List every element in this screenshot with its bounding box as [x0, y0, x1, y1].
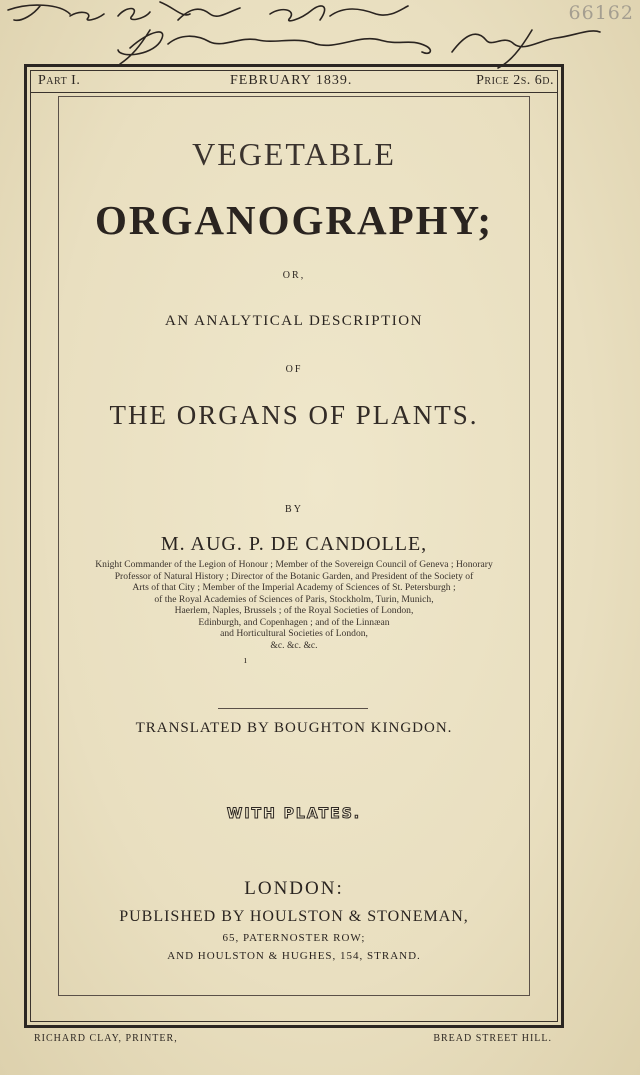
imprint-address-2: AND HOULSTON & HUGHES, 154, STRAND.: [167, 950, 421, 962]
title-organs-of-plants: THE ORGANS OF PLANTS.: [109, 400, 479, 430]
translator-rule: [218, 708, 368, 709]
issue-date: FEBRUARY 1839.: [230, 73, 353, 88]
price: Price 2s. 6d.: [476, 73, 554, 88]
title-analytical-description: AN ANALYTICAL DESCRIPTION: [165, 313, 423, 329]
credential-line: Knight Commander of the Legion of Honour ; Member of the Sovereign Council of Geneva ; Honorary: [95, 559, 493, 570]
footer-rule: [24, 1026, 564, 1028]
ink-mark: ı: [244, 655, 247, 666]
title-vegetable: VEGETABLE: [192, 136, 396, 172]
credential-line: and Horticultural Societies of London,: [220, 628, 368, 639]
printer-credit: RICHARD CLAY, PRINTER,: [34, 1033, 178, 1044]
translator-credit: TRANSLATED BY BOUGHTON KINGDON.: [135, 720, 453, 736]
credential-line: Arts of that City ; Member of the Imperial Academy of Sciences of St. Petersburgh ;: [132, 582, 456, 593]
with-plates: WITH PLATES.: [226, 806, 362, 822]
credential-line: Haerlem, Naples, Brussels ; of the Royal Societies of London,: [174, 605, 414, 616]
credential-line: Professor of Natural History ; Director of the Botanic Garden, and President of the Society of: [114, 570, 474, 582]
part-number: Part I.: [38, 73, 81, 88]
title-of: OF: [285, 364, 303, 375]
credential-line: of the Royal Academies of Sciences of Paris, Stockholm, Turin, Munich,: [154, 593, 434, 605]
title-organography: ORGANOGRAPHY;: [94, 197, 494, 243]
author-credentials: [70, 559, 518, 651]
catalog-stamp: 66162: [568, 2, 634, 24]
header-rule: [30, 92, 558, 93]
credential-line: Edinburgh, and Copenhagen ; and of the Linnæan: [198, 616, 390, 628]
author-by: BY: [285, 504, 303, 515]
title-or: OR,: [282, 270, 306, 281]
printer-location: BREAD STREET HILL.: [433, 1033, 552, 1044]
imprint-address-1: 65, PATERNOSTER ROW;: [222, 932, 366, 944]
credential-line: &c. &c. &c.: [270, 639, 318, 651]
author-name: M. AUG. P. DE CANDOLLE,: [160, 533, 428, 555]
imprint-publisher: PUBLISHED BY HOULSTON & STONEMAN,: [119, 908, 469, 925]
imprint-city: LONDON:: [244, 878, 344, 899]
